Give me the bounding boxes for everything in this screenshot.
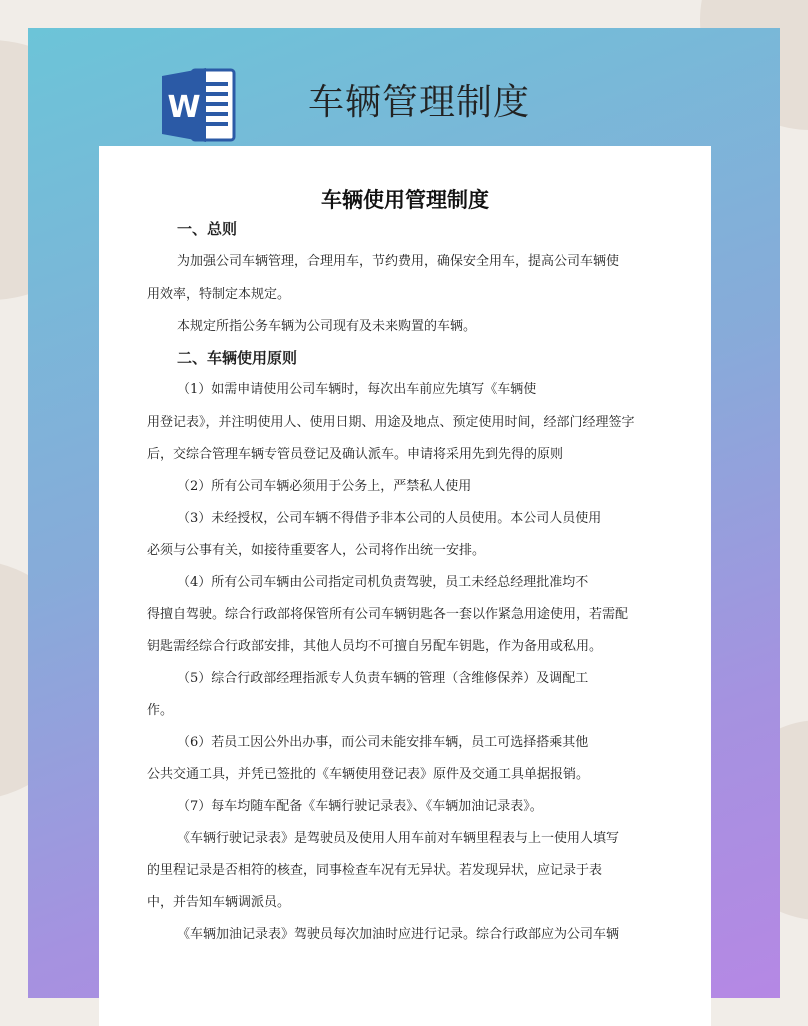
banner-title: 车辆管理制度	[308, 82, 531, 123]
paragraph-line: 用登记表》，并注明使用人、使用日期、用途及地点、预定使用时间，经部门经理签字	[147, 415, 635, 430]
paragraph-line: （5）综合行政部经理指派专人负责车辆的管理（含维修保养）及调配工	[177, 671, 589, 686]
paragraph-line: （4）所有公司车辆由公司指定司机负责驾驶，员工未经总经理批准均不	[177, 575, 589, 590]
paragraph-line: （6）若员工因公外出办事，而公司未能安排车辆，员工可选择搭乘其他	[177, 735, 589, 750]
paragraph-line: （7）每车均随车配备《车辆行驶记录表》、《车辆加油记录表》。	[177, 799, 543, 814]
paragraph-line: 必须与公事有关，如接待重要客人，公司将作出统一安排。	[147, 543, 486, 558]
paragraph-line: 的里程记录是否相符的核查，同事检查车况有无异状。若发现异状，应记录于表	[147, 863, 603, 878]
paragraph-line: 本规定所指公务车辆为公司现有及未来购置的车辆。	[177, 319, 477, 334]
document-page	[99, 146, 711, 1026]
word-document-icon	[162, 66, 240, 144]
paragraph-line: 公共交通工具，并凭已签批的《车辆使用登记表》原件及交通工具单据报销。	[147, 767, 590, 782]
section-heading: 一、总则	[177, 220, 238, 238]
document-title: 车辆使用管理制度	[321, 187, 489, 212]
paragraph-line: 为加强公司车辆管理，合理用车，节约费用，确保安全用车，提高公司车辆使	[177, 254, 620, 269]
paragraph-line: （3）未经授权，公司车辆不得借予非本公司的人员使用。本公司人员使用	[177, 511, 602, 526]
paragraph-line: 用效率，特制定本规定。	[147, 287, 291, 302]
paragraph-line: 中，并告知车辆调派员。	[147, 895, 291, 910]
paragraph-line: 《车辆行驶记录表》是驾驶员及使用人用车前对车辆里程表与上一使用人填写	[177, 831, 620, 846]
word-logo-letter: W	[167, 90, 201, 125]
section-heading: 二、车辆使用原则	[177, 349, 298, 367]
paragraph-line: 后，交综合管理车辆专管员登记及确认派车。申请将采用先到先得的原则	[147, 447, 564, 462]
paragraph-line: 《车辆加油记录表》驾驶员每次加油时应进行记录。综合行政部应为公司车辆	[177, 927, 620, 942]
paragraph-line: （2）所有公司车辆必须用于公务上，严禁私人使用	[177, 479, 472, 494]
paragraph-line: 得擅自驾驶。综合行政部将保管所有公司车辆钥匙各一套以作紧急用途使用，若需配	[147, 607, 629, 622]
paragraph-line: （1）如需申请使用公司车辆时，每次出车前应先填写《车辆使	[177, 382, 537, 397]
paragraph-line: 钥匙需经综合行政部安排，其他人员均不可擅自另配车钥匙，作为备用或私用。	[147, 639, 603, 654]
paragraph-line: 作。	[147, 703, 174, 718]
